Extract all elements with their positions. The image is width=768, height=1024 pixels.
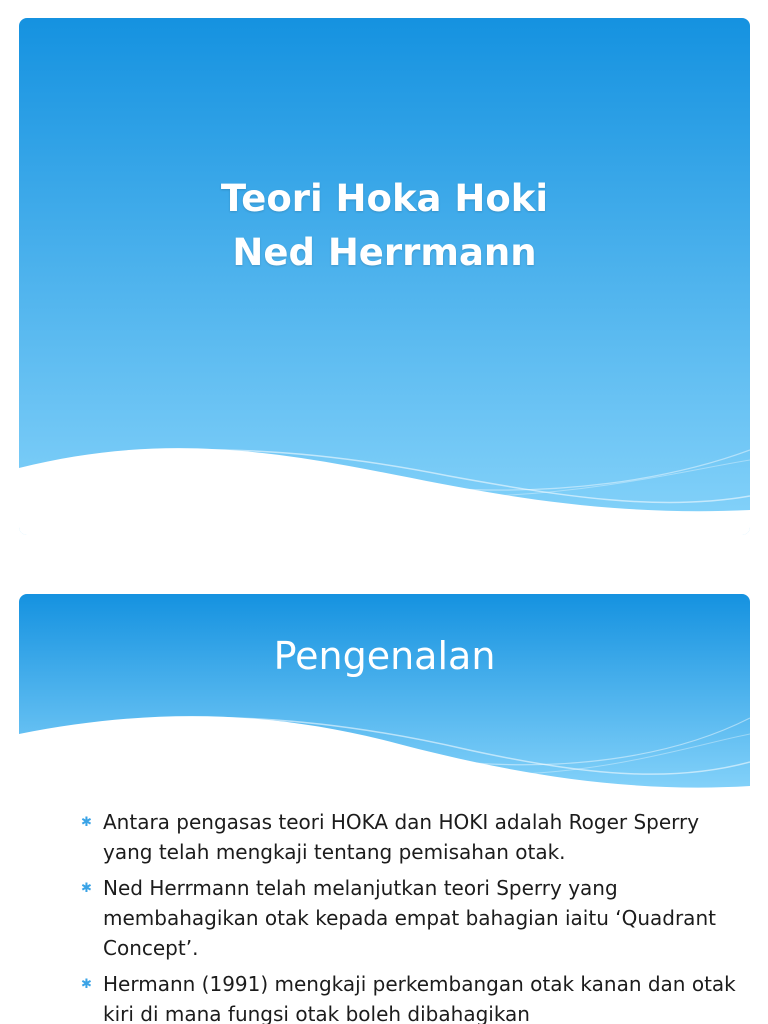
asterisk-bullet-icon: ✱ (81, 881, 92, 896)
title-slide (19, 18, 750, 535)
bullet-text: Ned Herrmann telah melanjutkan teori Sperry yang membahagikan otak kepada empat bahagian iaitu ‘Quadrant Concept’. (103, 876, 716, 960)
asterisk-bullet-icon: ✱ (81, 815, 92, 830)
bullet-text: Hermann (1991) mengkaji perkembangan otak kanan dan otak kiri di mana fungsi otak boleh dibahagikan (103, 972, 736, 1024)
asterisk-bullet-icon: ✱ (81, 977, 92, 992)
slide-title (19, 172, 750, 280)
bullet-item (81, 807, 741, 867)
slide-title: Pengenalan (273, 634, 496, 678)
content-slide (19, 594, 750, 1024)
bullet-text: Antara pengasas teori HOKA dan HOKI adalah Roger Sperry yang telah mengkaji tentang pemisahan otak. (103, 810, 700, 864)
bullet-list (81, 807, 741, 1024)
title-line: Ned Herrmann (232, 231, 537, 274)
bullet-item (81, 873, 741, 963)
title-line: Teori Hoka Hoki (220, 177, 549, 220)
bullet-item (81, 969, 741, 1024)
